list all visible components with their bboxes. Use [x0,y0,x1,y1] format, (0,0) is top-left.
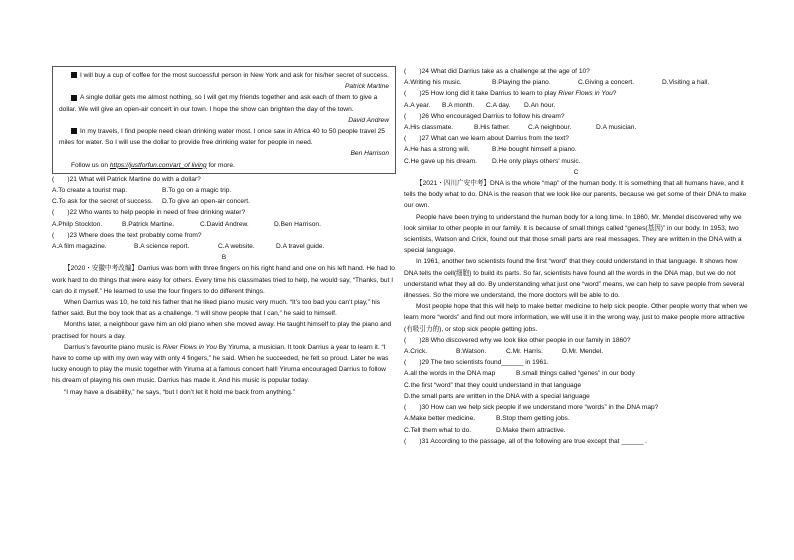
options-25: A.A year. B.A month. C.A day. D.An hour. [404,101,556,109]
passage-b-paragraph-3: Months later, a neighbour gave him an old piano when she moved away. He taught himself to play the piano and practised for hours a day. [52,321,392,340]
options-21: A.To create a tourist map. B.To go on a magic trip. [52,187,232,195]
bullet-square-icon [71,128,77,134]
question-22: ( )22 Who wants to help people in need of free drinking water? [52,209,246,217]
options-21b: C.To ask for the secret of success. D.To give an open-air concert. [52,198,250,206]
question-31: ( )31 According to the passage, all of the following are true except that ______ . [404,437,648,445]
paragraph-patrick: I will buy a cup of coffee for the most successful person in New York and ask for his/her secret of success. [59,70,389,81]
bullet-square-icon [71,95,77,101]
section-b-letter: B [221,254,227,262]
bullet-square-icon [71,72,77,78]
question-28: ( )28 Who discovered why we look like other people in our family in 1860? [404,336,631,344]
left-column [52,66,396,398]
author-ben: Ben Harrison [350,150,389,158]
passage-c-paragraph-1: 【2021・四川广安中考】DNA is the whole “map” of the human body. It is something that all humans have, and it tells the body what to do. DNA is the reason that we look like our parents, because we get some of their DNA to make our own. [404,180,747,210]
passage-b-paragraph-4: Darrius’s favourite piano music is River Flows in You By Yiruma, a musician. It took Darrius a year to learn it. “I have to come up with my own way with only 4 fingers,” he said. When he succeeded, he felt so proud. Later he was lucky enough to play the music together with Yiruma at a famous concert hall! Yiruma encouraged Darrius to follow his dream of playing his own music. Darrius has made it. And his music is popular today. [52,343,389,385]
options-29: A.all the words in the DNA map B.small things called “genes” in our body [404,370,635,378]
options-30: A.Make better medicine. B.Stop them getting jobs. [404,415,570,423]
options-27: A.He has a strong will. B.He bought himself a piano. [404,146,577,154]
options-22: A.Philp Stockton. B.Patrick Martine. C.David Andrew. D.Ben Harrison. [52,220,321,228]
follow-line: Follow us on https://justforfun.com/art_of living for more. [71,161,235,169]
author-david: David Andrew [348,116,389,124]
question-23: ( )23 Where does the text probably come from? [52,231,202,239]
paragraph-ben: In my travels, I find people need clean drinking water most. I once saw in Africa 40 to 50 people travel 25 miles for water. So I will use the dollar to provide free drinking water for people in need. [59,128,385,147]
question-21: ( )21 What will Patrick Martine do with a dollar? [52,175,201,183]
passage-b-paragraph-1: 【2020・安徽中考改编】Darrius was born with three fingers on his right hand and one on his left hand. He had to work hard to do things that were easy for others. Every time his classmates tried to help, he would say, “Thanks, but I can do it myself.” He learned to use the four fingers to do different things. [52,265,395,295]
option-29d: D.the small parts are written in the DNA with a special language [404,392,590,400]
passage-c-paragraph-3: In 1961, another two scientists found the first “word” that they could understand in that language. It shows how DNA tells the cell(细胞) to build its parts. So far, scientists have found all the words in the DNA map, but we do not understand what they all do. By understanding what just one “word” means, we can help to save people from several illnesses. So the more we understand, the more doctors will be able to do. [404,258,745,300]
website-link[interactable]: https://justforfun.com/art_of living [109,161,207,169]
question-27: ( )27 What can we learn about Darrius from the text? [404,135,569,143]
options-24: A.Writing his music. B.Playing the piano. C.Giving a concert. D.Visiting a hall. [404,79,710,87]
question-25: ( )25 How long did it take Darrius to learn to play River Flows in You? [404,90,617,98]
passage-b-paragraph-2: When Darrius was 10, he told his father that he liked piano music very much. “It’s too bad you can’t play,” his father said. But the boy took that as a challenge. “I will show people that I can,” he said to himself. [52,299,381,318]
question-29: ( )29 The two scientists found______ in 1961. [404,359,549,367]
passage-b-paragraph-5: “I may have a disability,” he says, “but I don’t let it hold me back from anything.” [64,388,295,396]
section-c-letter: C [573,168,579,176]
options-26: A.His classmate. B.His father. C.A neighbour. D.A musician. [404,124,637,132]
options-27b: C.He gave up his dream. D.He only plays others' music. [404,157,581,165]
author-patrick: Patrick Martine [345,83,389,91]
question-30: ( )30 How can we help sick people if we understand more “words” in the DNA map? [404,404,659,412]
passage-c-paragraph-4: Most people hope that this will help to make better medicine to help sick people. Other people worry that when we learn more “words” and find out more information, we will use it in the wrong way, just to make people more attractive (有吸引力的), or stop sick people getting jobs. [404,303,748,333]
question-24: ( )24 What did Darrius take as a challenge at the age of 10? [404,68,590,75]
options-30b: C.Tell them what to do. D.Make them attractive. [404,426,566,434]
paragraph-david: A single dollar gets me almost nothing, so I will get my friends together and ask each of them to give a dollar. We will give an open-air concert in our town. I hope the show can brighten the day of the town. [59,94,378,113]
right-column [404,66,748,447]
options-23: A.A film magazine. B.A science report. C.A website. D.A travel guide. [52,243,325,251]
option-29c: C.the first “word” that they could understand in that language [404,381,582,389]
options-28: A.Crick. B.Watson. C.Mr. Harris. D.Mr. Mendel. [404,348,604,356]
question-26: ( )26 Who encouraged Darrius to follow his dream? [404,112,565,120]
passage-c-paragraph-2: People have been trying to understand the human body for a long time. In 1860, Mr. Mendel discovered why we look similar to other people in our family. It is because of small things called “genes(基因)” in our body. In 1953, two scientists, Watson and Crick, found out that those small parts are real messages. They are written in the DNA with a special language. [404,213,742,255]
passage-a-box [52,66,396,174]
